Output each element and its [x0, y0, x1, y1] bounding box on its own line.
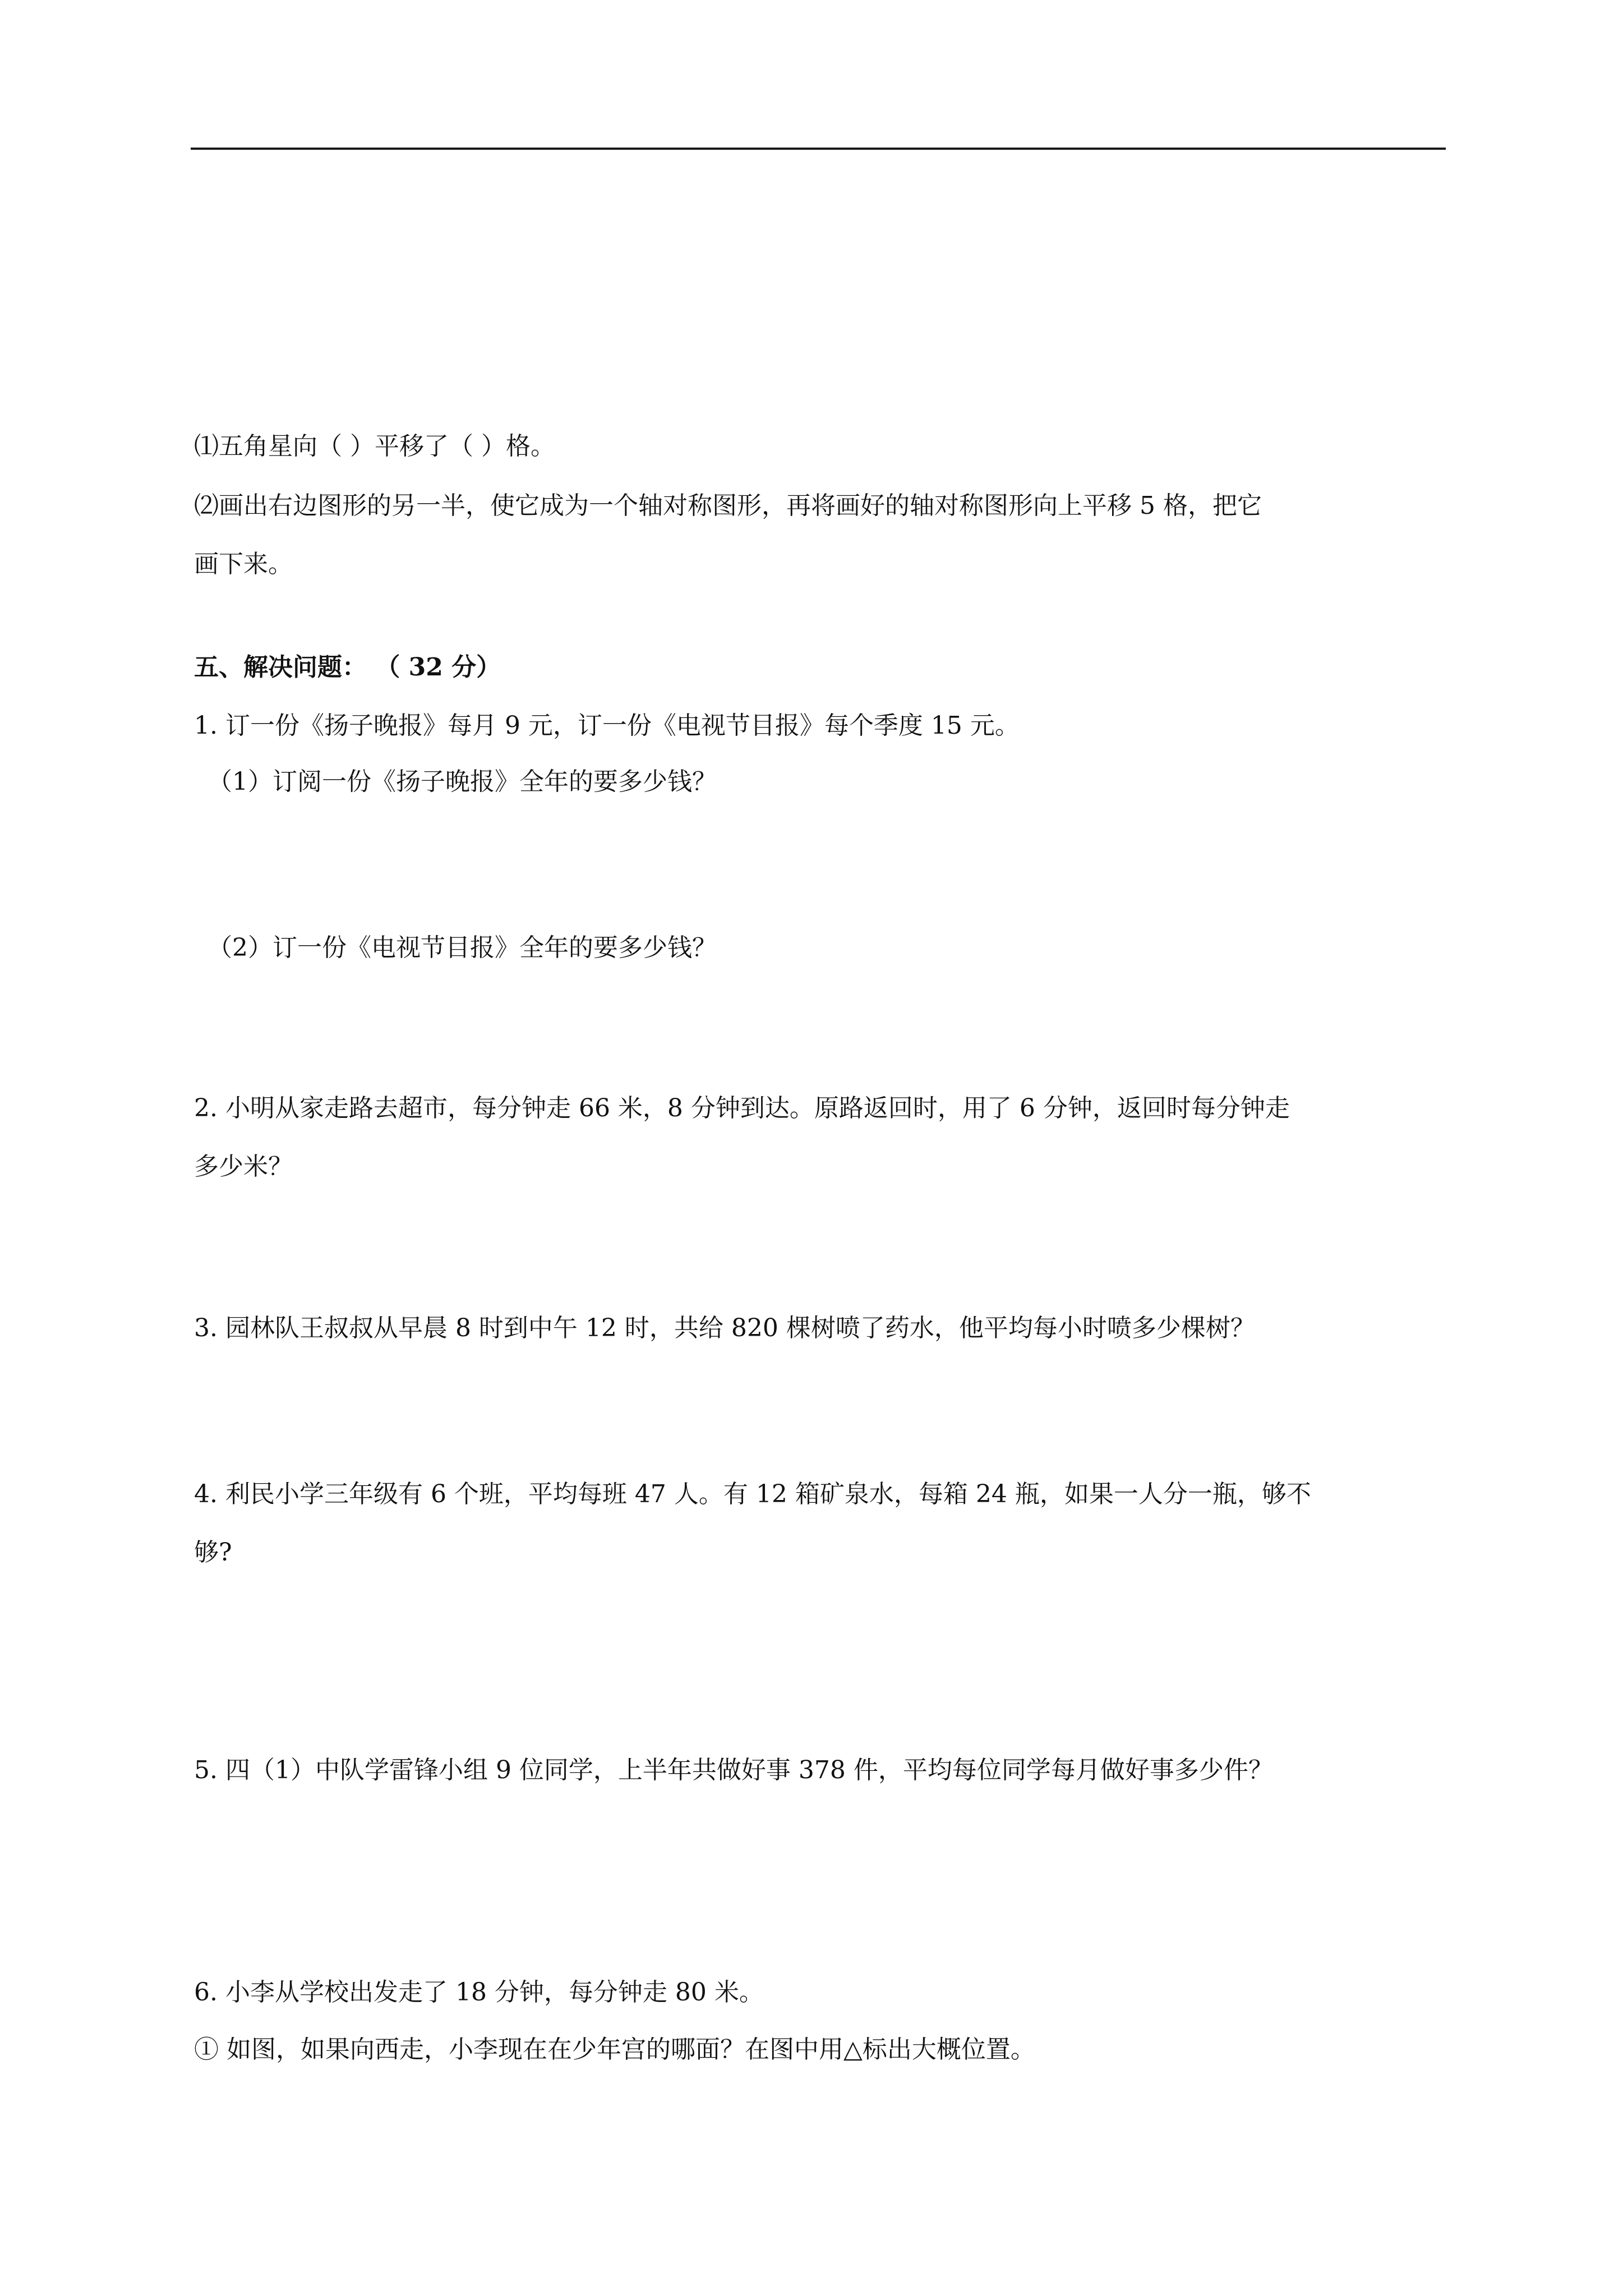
- question-4-2-line2: 画下来。: [194, 550, 293, 578]
- problem-2-line1: 2. 小明从家走路去超市，每分钟走 66 米，8 分钟到达。原路返回时，用了 6 分钟，返回时每分钟走: [194, 1094, 1290, 1122]
- question-4-2-line1: ⑵画出右边图形的另一半，使它成为一个轴对称图形，再将画好的轴对称图形向上平移 5 格，把它: [194, 491, 1262, 520]
- problem-6-sub-1: ① 如图，如果向西走，小李现在在少年宫的哪面？在图中用△标出大概位置。: [194, 2035, 1035, 2064]
- problem-6: 6. 小李从学校出发走了 18 分钟，每分钟走 80 米。: [194, 1978, 764, 2007]
- section-heading-part5: 五、解决问题： （ 32 分）: [194, 653, 501, 682]
- question-4-1: ⑴五角星向（ ）平移了（ ）格。: [194, 432, 555, 461]
- problem-4-line1: 4. 利民小学三年级有 6 个班，平均每班 47 人。有 12 箱矿泉水，每箱 24 瓶，如果一人分一瓶，够不: [194, 1480, 1311, 1508]
- problem-1-sub-1: （1）订阅一份《扬子晚报》全年的要多少钱？: [208, 767, 717, 796]
- problem-1-sub-2: （2）订一份《电视节目报》全年的要多少钱？: [208, 933, 717, 962]
- problem-5: 5. 四（1）中队学雷锋小组 9 位同学，上半年共做好事 378 件，平均每位同学每月做好事多少件？: [194, 1756, 1273, 1784]
- problem-2-line2: 多少米？: [194, 1152, 293, 1181]
- problem-1: 1. 订一份《扬子晚报》每月 9 元，订一份《电视节目报》每个季度 15 元。: [194, 711, 1020, 740]
- problem-4-line2: 够?: [194, 1538, 232, 1567]
- problem-3: 3. 园林队王叔叔从早晨 8 时到中午 12 时，共给 820 棵树喷了药水，他平均每小时喷多少棵树？: [194, 1314, 1255, 1342]
- header-rule: [191, 148, 1446, 150]
